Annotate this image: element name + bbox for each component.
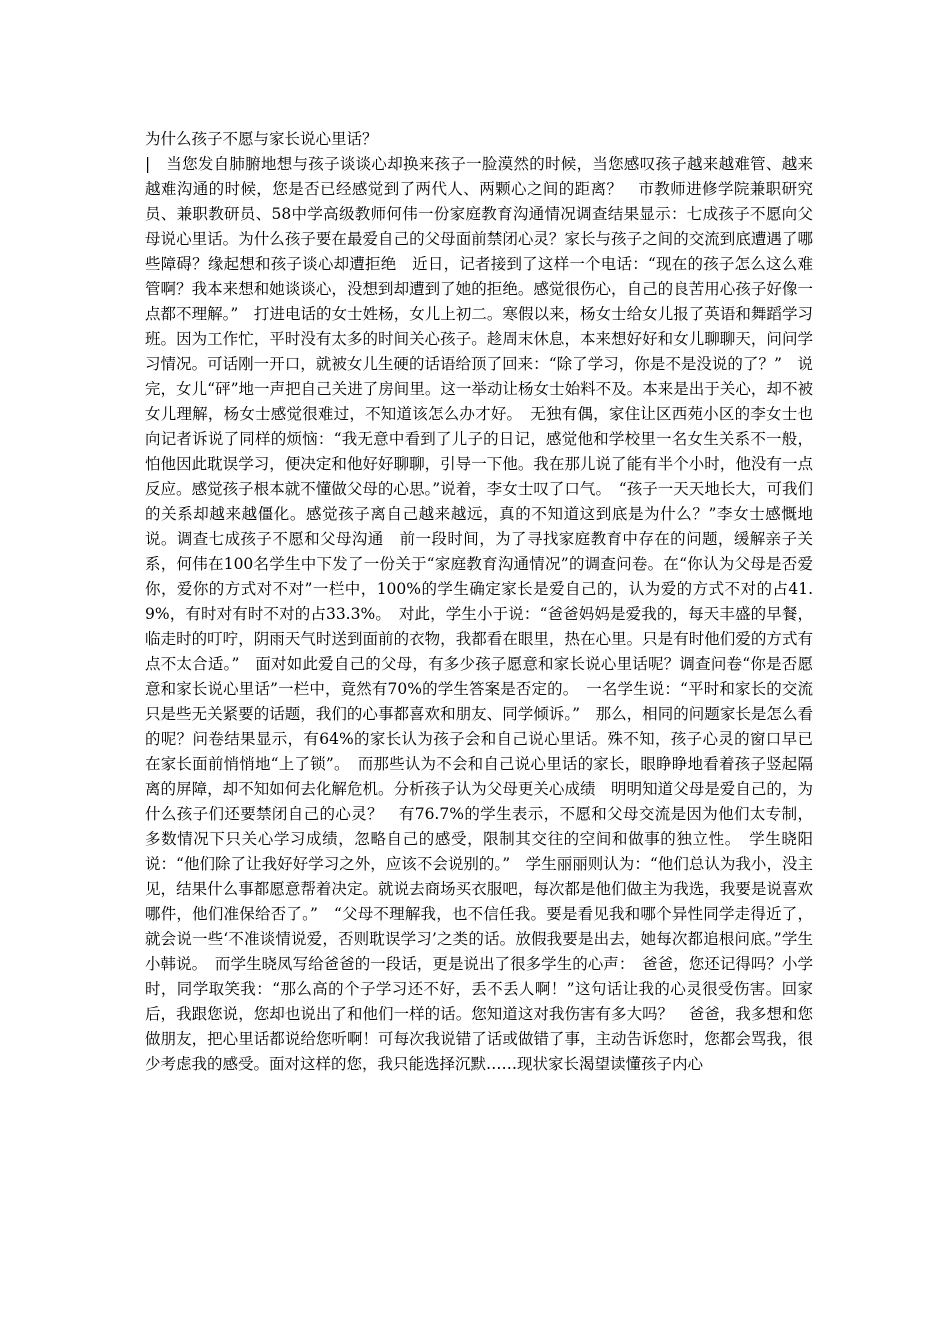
document-body: | 当您发自肺腑地想与孩子谈谈心却换来孩子一脸漠然的时候，当您感叹孩子越来越难管、越来越难沟通的时候，您是否已经感觉到了两代人、两颗心之间的距离？ 市教师进修学院兼职研究员、兼职教研员、58中学高级教师何伟一份家庭教育沟通情况调查结果显示：七成孩子不愿向父母说心里话。为什么孩子要在最爱自己的父母面前禁闭心灵？家长与孩子之间的交流到底遭遇了哪些障碍？缘起想和孩子谈心却遭拒绝 近日，记者接到了这样一个电话：“现在的孩子怎么这么难管啊？我本来想和她谈谈心，没想到却遭到了她的拒绝。感觉很伤心，自己的良苦用心孩子好像一点都不理解。” 打进电话的女士姓杨，女儿上初二。寒假以来，杨女士给女儿报了英语和舞蹈学习班。因为工作忙，平时没有太多的时间关心孩子。趁周末休息，本来想好好和女儿聊聊天，问问学习情况。可话刚一开口，就被女儿生硬的话语给顶了回来：“除了学习，你是不是没说的了？” 说完，女儿“砰”地一声把自己关进了房间里。这一举动让杨女士始料不及。本来是出于关心，却不被女儿理解，杨女士感觉很难过，不知道该怎么办才好。 无独有偶，家住让区西苑小区的李女士也向记者诉说了同样的烦恼：“我无意中看到了儿子的日记，感觉他和学校里一名女生关系不一般，怕他因此耽误学习，便决定和他好好聊聊，引导一下他。我在那儿说了能有半个小时，他没有一点反应。感觉孩子根本就不懂做父母的心思。”说着，李女士叹了口气。 “孩子一天天地长大，可我们的关系却越来越僵化。感觉孩子离自己越来越远，真的不知道这到底是为什么？”李女士感慨地说。调查七成孩子不愿和父母沟通 前一段时间，为了寻找家庭教育中存在的问题，缓解亲子关系，何伟在100名学生中下发了一份关于“家庭教育沟通情况”的调查问卷。在“你认为父母是否爱你，爱你的方式对不对”一栏中，100%的学生确定家长是爱自己的，认为爱的方式不对的占41.9%，有时对有时不对的占33.3%。 对此，学生小于说：“爸爸妈妈是爱我的，每天丰盛的早餐，临走时的叮咛，阴雨天气时送到面前的衣物，我都看在眼里，热在心里。只是有时他们爱的方式有点不太合适。” 面对如此爱自己的父母，有多少孩子愿意和家长说心里话呢？调查问卷“你是否愿意和家长说心里话”一栏中，竟然有70%的学生答案是否定的。 一名学生说：“平时和家长的交流只是些无关紧要的话题，我们的心事都喜欢和朋友、同学倾诉。” 那么，相同的问题家长是怎么看的呢？问卷结果显示，有64%的家长认为孩子会和自己说心里话。殊不知，孩子心灵的窗口早已在家长面前悄悄地“上了锁”。 而那些认为不会和自己说心里话的家长，眼睁睁地看着孩子竖起隔离的屏障，却不知如何去化解危机。分析孩子认为父母更关心成绩 明明知道父母是爱自己的，为什么孩子们还要禁闭自己的心灵？ 有76.7%的学生表示，不愿和父母交流是因为他们太专制，多数情况下只关心学习成绩，忽略自己的感受，限制其交往的空间和做事的独立性。 学生晓阳说：“他们除了让我好好学习之外，应该不会说别的。” 学生丽丽则认为：“他们总认为我小，没主见，结果什么事都愿意帮着决定。就说去商场买衣服吧，每次都是他们做主为我选，我要是说喜欢哪件，他们准保给否了。” “父母不理解我，也不信任我。要是看见我和哪个异性同学走得近了，就会说一些‘不准谈情说爱，否则耽误学习’之类的话。放假我要是出去，她每次都追根问底。”学生小韩说。 而学生晓凤写给爸爸的一段话，更是说出了很多学生的心声： 爸爸，您还记得吗？小学时，同学取笑我：“那么高的个子学习还不好，丢不丢人啊！”这句话让我的心灵很受伤害。回家后，我跟您说，您却也说出了和他们一样的话。您知道这对我伤害有多大吗？ 爸爸，我多想和您做朋友，把心里话都说给您听啊！可每次我说错了话或做错了事，主动告诉您时，您都会骂我，很少考虑我的感受。面对这样的您，我只能选择沉默……现状家长渴望读懂孩子内心: [145, 155, 814, 1073]
document-content: [145, 127, 813, 1077]
document-title: 为什么孩子不愿与家长说心里话？: [145, 130, 378, 148]
